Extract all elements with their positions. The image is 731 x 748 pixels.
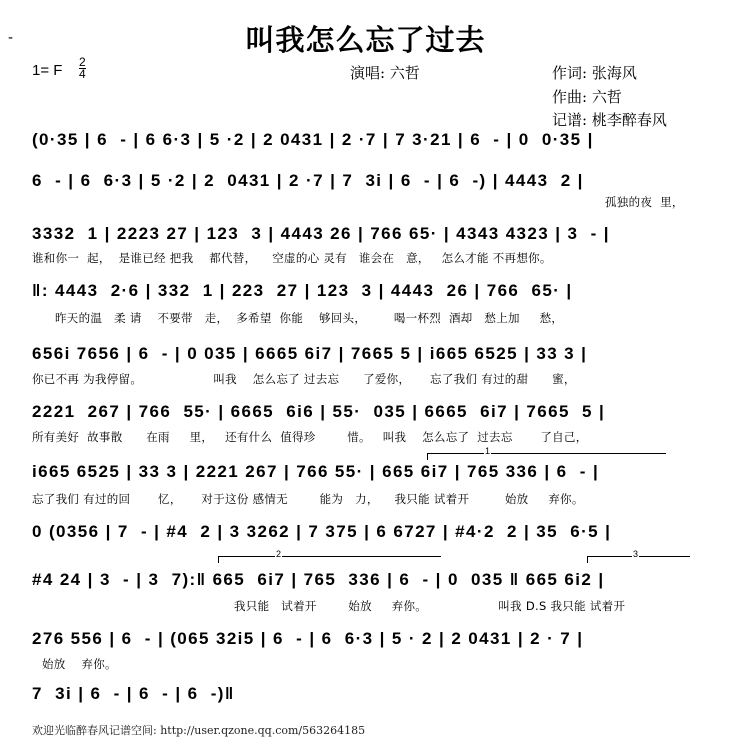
score-line-5-lyrics: 你已不再 为我停留。 叫我 怎么忘了 过去忘 了爱你， 忘了我们 有过的甜 蜜， bbox=[32, 372, 576, 386]
score-line-7-notes: i665 6525 | 33 3 | 2221 267 | 766 55· | 665 6i7 | 765 336 | 6 - | bbox=[32, 462, 600, 481]
score-line-1-notes: (0·35 | 6 - | 6 6·3 | 5 ·2 | 2 0431 | 2 ·7 | 7 3·21 | 6 - | 0 0·35 | bbox=[32, 130, 594, 149]
composer-credit: 作曲: 六哲 bbox=[552, 88, 622, 106]
transcriber-credit: 记谱: 桃李醉春风 bbox=[552, 111, 667, 129]
lyricist-credit: 作词: 张海风 bbox=[552, 64, 637, 82]
volta-bracket-2 bbox=[218, 549, 441, 563]
score-line-11-notes: 7 3i | 6 - | 6 - | 6 -)‖ bbox=[32, 684, 235, 703]
song-title: 叫我怎么忘了过去 bbox=[245, 23, 486, 57]
score-line-6-lyrics: 所有美好 故事散 在雨 里， 还有什么 值得珍 惜。 叫我 怎么忘了 过去忘 了自己， bbox=[32, 430, 588, 444]
score-line-4-lyrics: 昨天的温 柔 请 不要带 走， 多希望 你能 够回头， 喝一杯烈 酒却 愁上加 愁， bbox=[55, 311, 564, 325]
score-line-9-lyrics: 我只能 试着开 始放 弃你。 叫我 D.S 我只能 试着开 bbox=[234, 599, 626, 613]
score-line-6-notes: 2221 267 | 766 55· | 6665 6i6 | 55· 035 | 6665 6i7 | 7665 5 | bbox=[32, 402, 606, 421]
stray-dash: - bbox=[8, 30, 14, 46]
score-line-9-notes: #4 24 | 3 - | 3 7):‖ 665 6i7 | 765 336 | 6 - | 0 035 ‖ 665 6i2 | bbox=[32, 570, 605, 589]
time-signature-top: 2 bbox=[79, 55, 86, 69]
score-line-10-notes: 276 556 | 6 - | (065 32i5 | 6 - | 6 6·3 | 5 · 2 | 2 0431 | 2 · 7 | bbox=[32, 629, 584, 648]
time-signature bbox=[79, 57, 86, 80]
time-signature-bottom: 4 bbox=[79, 67, 86, 81]
singer-credit: 演唱: 六哲 bbox=[350, 64, 420, 82]
volta-label-2: 2 bbox=[276, 549, 282, 559]
volta-label-3: 3 bbox=[633, 549, 639, 559]
score-line-10-lyrics: 始放 弃你。 bbox=[42, 657, 117, 671]
score-line-3-notes: 3332 1 | 2223 27 | 123 3 | 4443 26 | 766 65· | 4343 4323 | 3 - | bbox=[32, 224, 610, 243]
score-line-2-lyrics: 孤独的夜 里， bbox=[605, 195, 684, 209]
score-line-5-notes: 656i 7656 | 6 - | 0 035 | 6665 6i7 | 7665 5 | i665 6525 | 33 3 | bbox=[32, 344, 588, 363]
score-line-4-notes: ‖: 4443 2·6 | 332 1 | 223 27 | 123 3 | 4443 26 | 766 65· | bbox=[32, 281, 573, 300]
score-line-2-notes: 6 - | 6 6·3 | 5 ·2 | 2 0431 | 2 ·7 | 7 3i | 6 - | 6 -) | 4443 2 | bbox=[32, 171, 584, 190]
volta-bracket-1 bbox=[427, 446, 666, 460]
volta-bracket-3 bbox=[587, 549, 690, 563]
score-line-7-lyrics: 忘了我们 有过的回 忆， 对于这份 感情无 能为 力， 我只能 试着开 始放 弃你。 bbox=[32, 492, 584, 506]
score-line-8-notes: 0 (0356 | 7 - | #4 2 | 3 3262 | 7 375 | 6 6727 | #4·2 2 | 35 6·5 | bbox=[32, 522, 612, 541]
volta-label-1: 1 bbox=[485, 446, 491, 456]
score-line-3-lyrics: 谁和你一 起， 是谁已经 把我 都代替， 空虚的心 灵有 谁会在 意， 怎么才能 不再想你。 bbox=[32, 251, 552, 265]
footer-note: 欢迎光临醉春风记谱空间: http://user.qzone.qq.com/563264185 bbox=[32, 724, 366, 737]
key-signature: 1= F bbox=[32, 62, 63, 79]
